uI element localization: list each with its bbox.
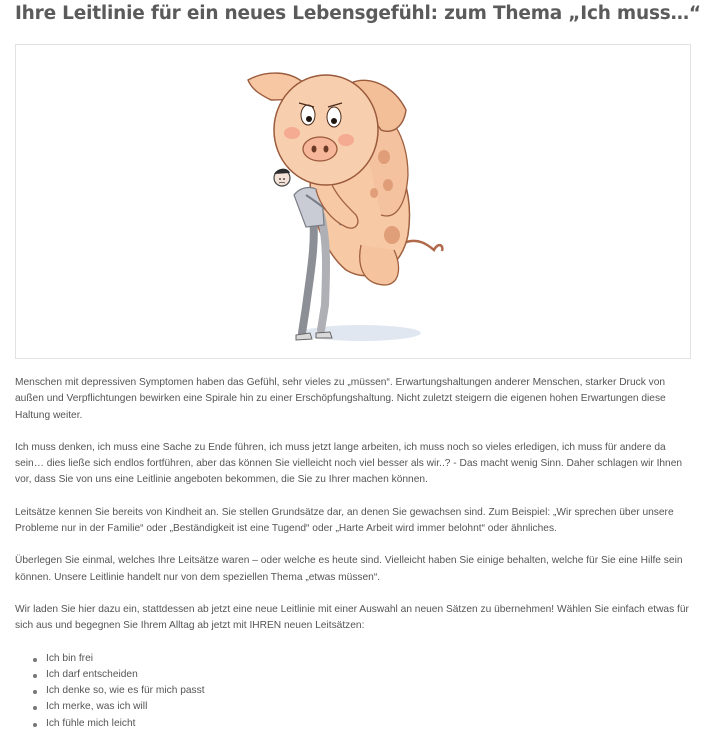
paragraph-intro: Menschen mit depressiven Symptomen haben das Gefühl, sehr vieles zu „müssen“. Erwartungshaltungen anderer Menschen, starker Druck von außen und Verpflichtungen bewirken eine Spirale hin zu einer Erschöpfungshaltung. Nicht zuletzt steigern die eigenen hohen Erwartungen diese Haltung weiter. [15, 377, 666, 421]
list-item: Ich bin frei [33, 651, 695, 667]
paragraph-ich-muss: Ich muss denken, ich muss eine Sache zu Ende führen, ich muss jetzt lange arbeiten, ich muss noch so vieles erledigen, ich muss für andere da sein… dies ließe sich endlos fortführen, aber das können Sie vielleicht noch viel besser als wir..? - Das macht wenig Sinn. Daher schlagen wir Ihnen vor, dass Sie von uns eine Leitlinie angeboten bekommen, die Sie zu Ihrer machen können. [15, 441, 683, 486]
paragraph-leitsaetze: Leitsätze kennen Sie bereits von Kindheit an. Sie stellen Grundsätze dar, an denen Sie gewachsen sind. Zum Beispiel: „Wir sprechen über unsere Probleme nur in der Familie“ oder „Beständigkeit ist eine Tugend“ oder „Harte Arbeit wird immer belohnt“ oder ähnliches. [15, 506, 674, 535]
paragraph-ueberlegen: Überlegen Sie einmal, welches Ihre Leitsätze waren – oder welche es heute sind. Vielleicht haben Sie einige behalten, welche für Sie eine Hilfe sein können. Unsere Leitlinie handelt nur von dem speziellen Thema „etwas müssen“. [15, 555, 683, 583]
list-item: Ich denke so, wie es für mich passt [33, 683, 695, 699]
illustration-frame [15, 44, 691, 359]
article-title: Ihre Leitlinie für ein neues Lebensgefühl: zum Thema „Ich muss…“ [15, 3, 701, 24]
illustration-pig-on-man [16, 45, 692, 360]
list-item: Ich darf entscheiden [33, 667, 695, 683]
article-body [15, 375, 695, 732]
paragraph-einladung: Wir laden Sie hier dazu ein, stattdessen ab jetzt eine neue Leitlinie mit einer Auswahl an neuen Sätzen zu übernehmen! Wählen Sie einfach etwas für sich aus und begegnen Sie Ihrem Alltag ab jetzt mit IHREN neuen Leitsätzen: [15, 603, 689, 632]
list-item: Ich fühle mich leicht [33, 716, 695, 732]
list-item: Ich merke, was ich will [33, 699, 695, 715]
